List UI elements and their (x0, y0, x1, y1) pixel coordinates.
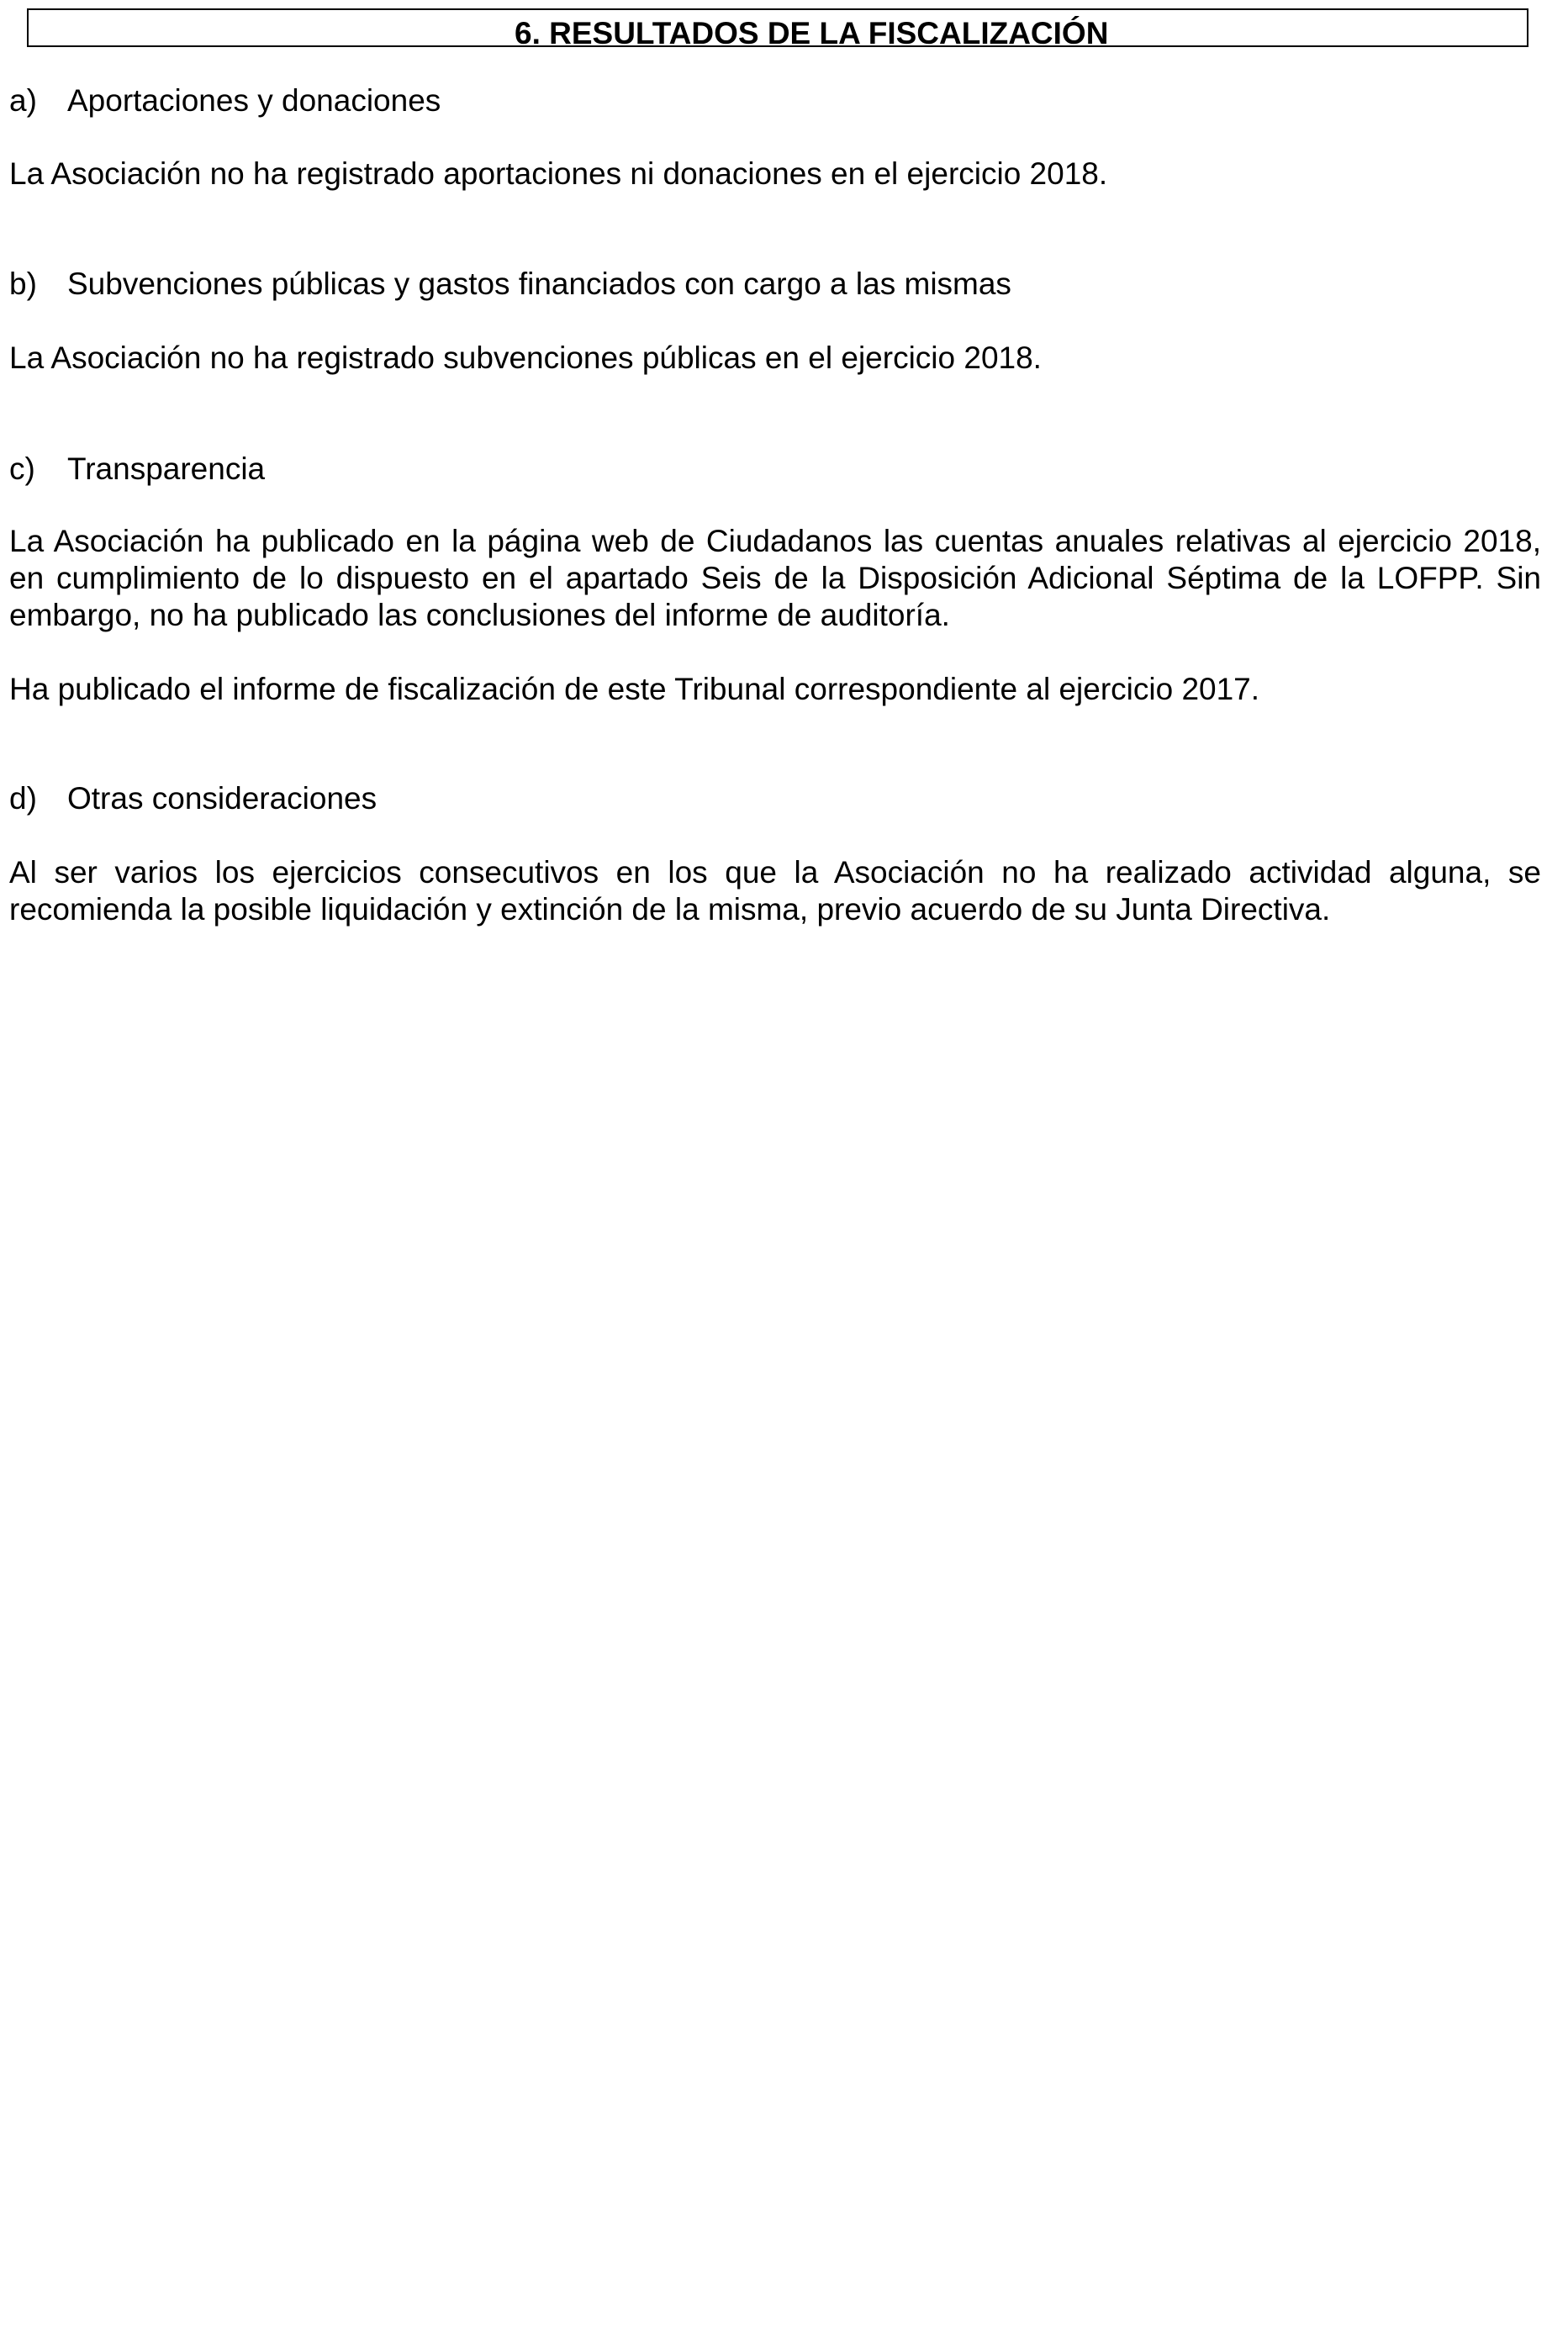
section-a-title: Aportaciones y donaciones (67, 83, 441, 118)
section-c-paragraph-2: Ha publicado el informe de fiscalización de este Tribunal correspondiente al ejercicio 2017. (9, 672, 1260, 706)
section-a-letter: a) (9, 83, 37, 118)
section-b-heading (9, 266, 1011, 303)
section-b-paragraph-1: La Asociación no ha registrado subvenciones públicas en el ejercicio 2018. (9, 341, 1042, 375)
section-d-paragraph-1: Al ser varios los ejercicios consecutivos en los que la Asociación no ha realizado actividad alguna, se recomienda la posible liquidación y extinción de la misma, previo acuerdo de su Junta Directiva. (9, 855, 1541, 927)
section-a-paragraph-1: La Asociación no ha registrado aportaciones ni donaciones en el ejercicio 2018. (9, 156, 1108, 191)
section-d-title: Otras consideraciones (67, 781, 377, 816)
section-c-title: Transparencia (67, 451, 266, 486)
section-title-box (27, 8, 1528, 50)
section-c-paragraph-1: La Asociación ha publicado en la página web de Ciudadanos las cuentas anuales relativas al ejercicio 2018, en cumplimiento de lo dispuesto en el apartado Seis de la Disposición Adicional Séptima de la LOFPP. Sin embargo, no ha publicado las conclusiones del informe de auditoría. (9, 524, 1541, 632)
section-b-letter: b) (9, 267, 37, 301)
section-a-heading (9, 82, 441, 119)
section-b-title: Subvenciones públicas y gastos financiados con cargo a las mismas (67, 267, 1011, 301)
section-c-letter: c) (9, 451, 35, 486)
section-c-heading (9, 451, 265, 488)
section-d-letter: d) (9, 781, 37, 816)
section-title: 6. RESULTADOS DE LA FISCALIZACIÓN (515, 16, 1109, 50)
section-d-heading (9, 780, 377, 817)
